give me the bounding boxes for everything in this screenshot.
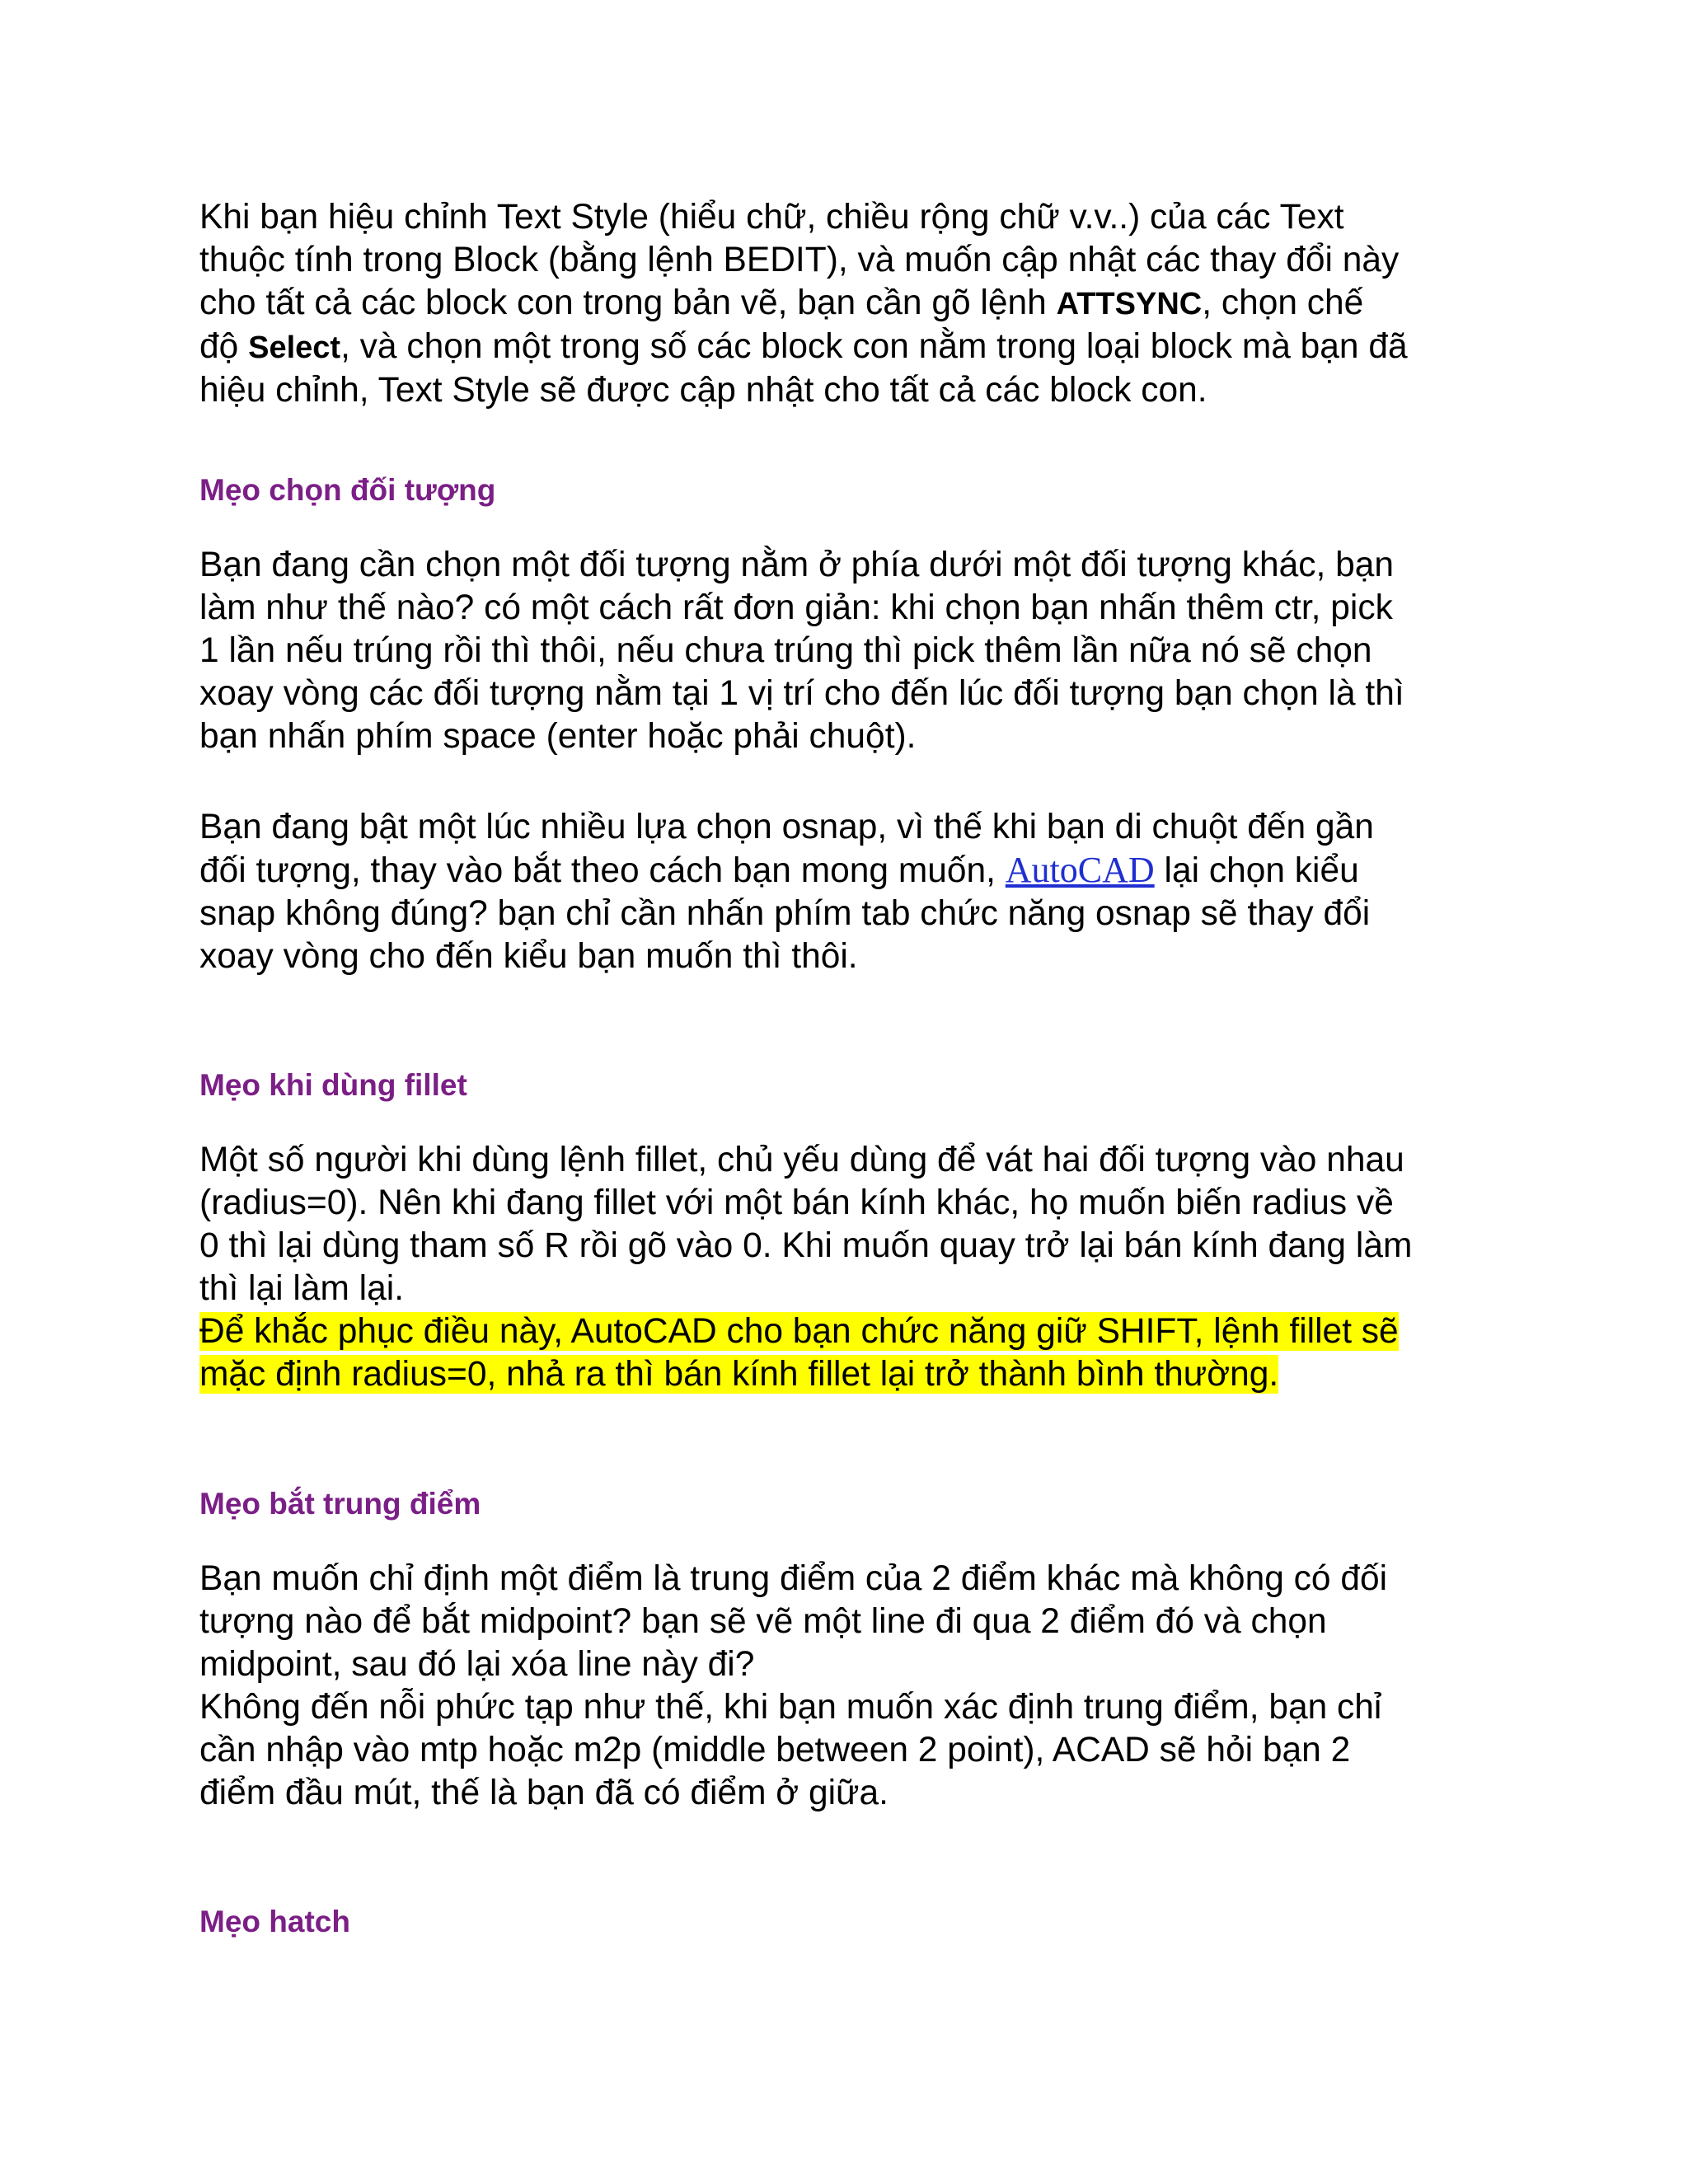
section-title: Mẹo hatch — [199, 1905, 350, 1938]
text-segment: đối tượng, thay vào bắt theo cách bạn mong muốn, — [199, 851, 1006, 890]
text-line: 1 lần nếu trúng rồi thì thôi, nếu chưa trúng thì pick thêm lần nữa nó sẽ chọn — [199, 631, 1372, 670]
command-attsync: ATTSYNC — [1056, 287, 1203, 321]
text-line: thuộc tính trong Block (bằng lệnh BEDIT), và muốn cập nhật các thay đổi này — [199, 241, 1400, 279]
text-line: làm như thế nào? có một cách rất đơn giản: khi chọn bạn nhấn thêm ctr, pick — [199, 588, 1393, 627]
section-title: Mẹo chọn đối tượng — [199, 473, 496, 507]
text-line — [199, 326, 1502, 369]
text-line: Bạn đang cần chọn một đối tượng nằm ở phía dưới một đối tượng khác, bạn — [199, 546, 1395, 584]
text-segment: cho tất cả các block con trong bản vẽ, bạn cần gõ lệnh — [199, 284, 1057, 322]
paragraph-midpoint — [199, 1558, 1502, 1815]
paragraph-fillet — [199, 1139, 1502, 1396]
highlighted-text: mặc định radius=0, nhả ra thì bán kính fillet lại trở thành bình thường. — [199, 1355, 1279, 1394]
highlighted-line — [199, 1310, 1502, 1353]
text-line: hiệu chỉnh, Text Style sẽ được cập nhật cho tất cả các block con. — [199, 371, 1207, 410]
text-line: điểm đầu mút, thế là bạn đã có điểm ở giữa. — [199, 1774, 889, 1812]
section-heading-midpoint — [199, 1486, 1502, 1522]
text-line: bạn nhấn phím space (enter hoặc phải chuột). — [199, 717, 917, 756]
highlighted-line — [199, 1353, 1502, 1396]
text-line: Bạn muốn chỉ định một điểm là trung điểm của 2 điểm khác mà không có đối — [199, 1559, 1388, 1598]
text-segment: , chọn chế — [1202, 284, 1364, 322]
text-line — [199, 282, 1502, 326]
section-title: Mẹo bắt trung điểm — [199, 1487, 481, 1521]
command-select: Select — [248, 330, 341, 365]
text-line: xoay vòng cho đến kiểu bạn muốn thì thôi. — [199, 937, 858, 976]
text-segment: độ — [199, 327, 249, 366]
paragraph-osnap — [199, 806, 1502, 978]
paragraph-attsync — [199, 196, 1502, 412]
text-line: xoay vòng các đối tượng nằm tại 1 vị trí cho đến lúc đối tượng bạn chọn là thì — [199, 674, 1404, 713]
section-title: Mẹo khi dùng fillet — [199, 1068, 467, 1102]
text-line: 0 thì lại dùng tham số R rồi gõ vào 0. Khi muốn quay trở lại bán kính đang làm — [199, 1226, 1413, 1265]
text-line: cần nhập vào mtp hoặc m2p (middle between 2 point), ACAD sẽ hỏi bạn 2 — [199, 1731, 1351, 1769]
paragraph-select-object — [199, 544, 1502, 758]
text-line: Không đến nỗi phức tạp như thế, khi bạn muốn xác định trung điểm, bạn chỉ — [199, 1688, 1382, 1727]
section-heading-select-object — [199, 472, 1502, 509]
text-line — [199, 849, 1502, 893]
autocad-link[interactable]: AutoCAD — [1005, 850, 1155, 890]
text-line: tượng nào để bắt midpoint? bạn sẽ vẽ một line đi qua 2 điểm đó và chọn — [199, 1602, 1327, 1641]
text-line: snap không đúng? bạn chỉ cần nhấn phím tab chức năng osnap sẽ thay đổi — [199, 894, 1371, 933]
section-heading-fillet — [199, 1067, 1502, 1104]
section-heading-hatch — [199, 1904, 1502, 1940]
text-line: midpoint, sau đó lại xóa line này đi? — [199, 1645, 755, 1684]
highlighted-text: Để khắc phục điều này, AutoCAD cho bạn chức năng giữ SHIFT, lệnh fillet sẽ — [199, 1312, 1399, 1351]
text-line: Một số người khi dùng lệnh fillet, chủ yếu dùng để vát hai đối tượng vào nhau — [199, 1141, 1404, 1179]
text-line: Bạn đang bật một lúc nhiều lựa chọn osnap, vì thế khi bạn di chuột đến gần — [199, 808, 1374, 846]
text-line: (radius=0). Nên khi đang fillet với một bán kính khác, họ muốn biến radius về — [199, 1183, 1394, 1222]
text-line: Khi bạn hiệu chỉnh Text Style (hiểu chữ, chiều rộng chữ v.v..) của các Text — [199, 198, 1344, 237]
text-line: thì lại làm lại. — [199, 1269, 405, 1308]
text-segment: lại chọn kiểu — [1154, 851, 1359, 890]
text-segment: , và chọn một trong số các block con nằm trong loại block mà bạn đã — [340, 327, 1408, 366]
